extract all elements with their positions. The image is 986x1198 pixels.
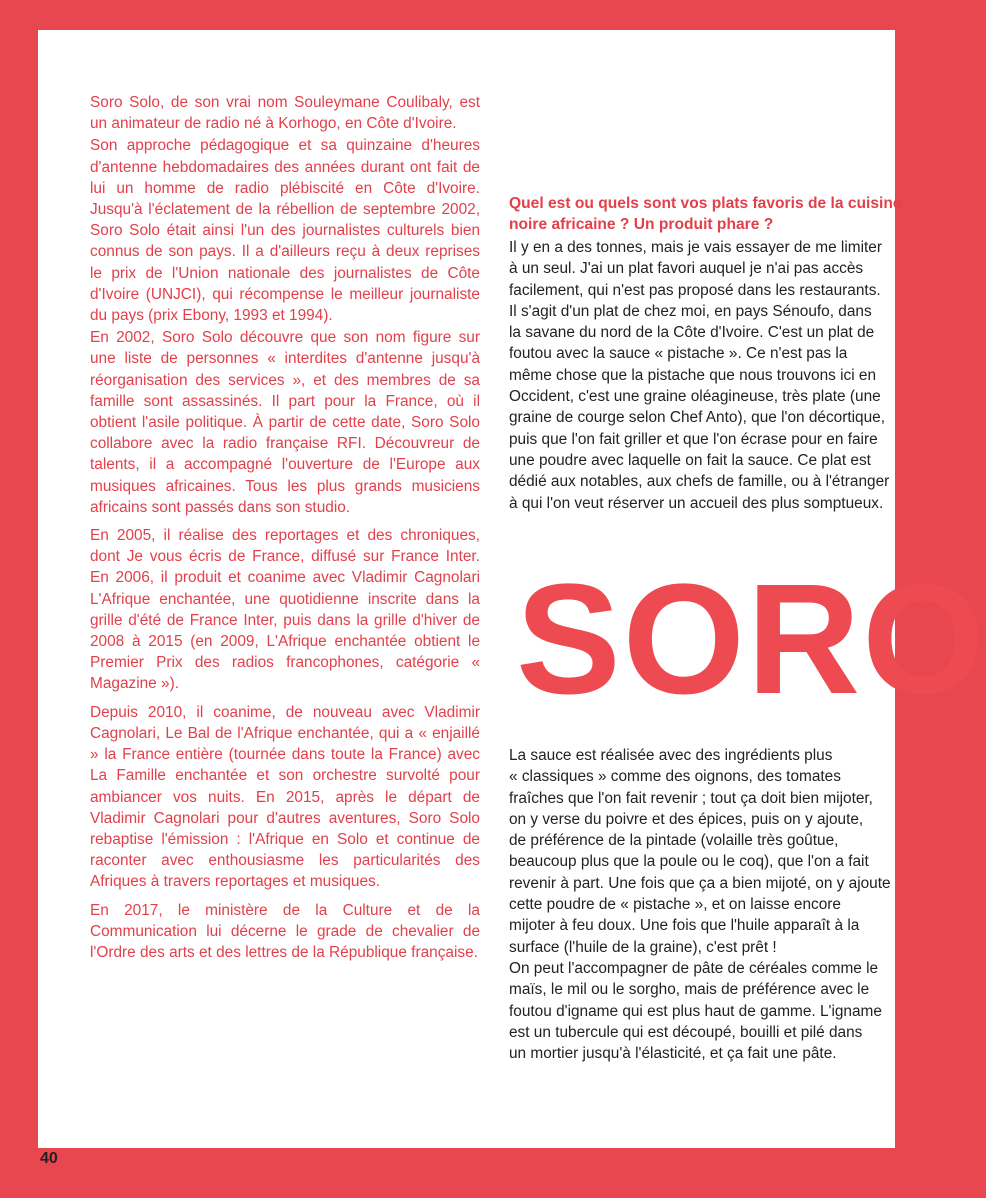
bio-paragraph-1: Soro Solo, de son vrai nom Souleymane Coulibaly, est un animateur de radio né à Korhogo, en Côte d'Ivoire.: [90, 94, 480, 133]
answer-line: beaucoup plus que la poule ou le coq), que l'on a fait: [509, 853, 869, 871]
answer-line: on y verse du poivre et des épices, puis on y ajoute,: [509, 810, 864, 828]
question-line: Quel est ou quels sont vos plats favoris de la cuisine: [509, 195, 902, 212]
big-name-heading: SORO: [516, 552, 986, 727]
answer-line: un mortier jusqu'à l'élasticité, et ça fait une pâte.: [509, 1045, 837, 1063]
answer-line: On peut l'accompagner de pâte de céréales comme le: [509, 959, 879, 977]
question-line: noire africaine ? Un produit phare ?: [509, 216, 774, 233]
answer-line: foutou d'igname qui est plus haut de gamme. L'igname: [509, 1002, 882, 1020]
answer-line: Il y en a des tonnes, mais je vais essayer de me limiter: [509, 239, 882, 256]
answer-line: de préférence de la pintade (volaille très goûtue,: [509, 832, 839, 850]
page-number: 40: [40, 1150, 58, 1167]
answer-line: facilement, qui n'est pas proposé dans les restaurants.: [509, 281, 881, 299]
answer-line: « classiques » comme des oignons, des tomates: [509, 768, 841, 786]
bio-paragraph-2: Son approche pédagogique et sa quinzaine d'heures d'antenne hebdomadaires des années durant ont fait de lui un homme de radio plébiscité en Côte d'Ivoire. Jusqu'à l'éclatement de la rébellion de septembre 2002, Soro Solo était ainsi l'un des journalistes culturels bien connus de son pays. Il a d'ailleurs reçu à deux reprises le prix de l'Union nationale des journalistes de Côte d'Ivoire (UNJCI), qui récompense le meilleur journaliste du pays (prix Ebony, 1993 et 1994).: [90, 137, 480, 325]
answer-line: une poudre avec laquelle on fait la sauce. Ce plat est: [509, 451, 871, 469]
answer-line: Occident, c'est une graine oléagineuse, très plate (une: [509, 388, 881, 406]
bio-paragraph-5: Depuis 2010, il coanime, de nouveau avec Vladimir Cagnolari, Le Bal de l'Afrique enchantée, qui a « enjaillé » la France entière (tournée dans toute la France) avec La Famille enchantée et son orchestre survolté pour ambiancer vos nuits. En 2015, après le départ de Vladimir Cagnolari pour d'autres aventures, Soro Solo rebaptise l'émission : l'Afrique en Solo et continue de raconter avec enthousiasme les particularités des Afriques à travers reportages et musiques.: [90, 703, 480, 891]
answer-line: surface (l'huile de la graine), c'est prêt !: [509, 938, 777, 956]
bio-paragraph-4: En 2005, il réalise des reportages et des chroniques, dont Je vous écris de France, diffusé sur France Inter. En 2006, il produit et coanime avec Vladimir Cagnolari L'Afrique enchantée, une quotidienne inscrite dans la grille d'été de France Inter, puis dans la grille d'hiver de 2008 à 2015 (en 2009, L'Afrique enchantée obtient le Premier Prix des radios francophones, catégorie « Magazine »).: [90, 527, 480, 693]
answer-line: La sauce est réalisée avec des ingrédients plus: [509, 747, 833, 764]
interview-question: [509, 193, 929, 235]
answer-line: dédié aux notables, aux chefs de famille, ou à l'étranger: [509, 473, 890, 491]
answer-line: puis que l'on fait griller et que l'on écrase pour en faire: [509, 430, 878, 448]
answer-line: fraîches que l'on fait revenir ; tout ça doit bien mijoter,: [509, 789, 873, 807]
answer-line: revenir à part. Une fois que ça a bien mijoté, on y ajoute: [509, 874, 891, 892]
bio-paragraph-3: En 2002, Soro Solo découvre que son nom figure sur une liste de personnes « interdites d'antenne jusqu'à réorganisation des services », et des membres de sa famille sont assassinés. Il part pour la France, où il obtient l'asile politique. À partir de cette date, Soro Solo collabore avec la radio française RFI. Découvreur de talents, il a accompagné l'ouverture de l'Europe aux musiques africaines. Tous les plus grands musiciens africains sont passés dans son studio.: [90, 329, 480, 516]
answer-line: à un seul. J'ai un plat favori auquel je n'ai pas accès: [509, 260, 864, 278]
answer-line: maïs, le mil ou le sorgho, mais de préférence avec le: [509, 981, 870, 999]
answer-line: à qui l'on veut réserver un accueil des plus somptueux.: [509, 494, 884, 512]
magazine-page: [38, 30, 986, 1148]
answer-line: la savane du nord de la Côte d'Ivoire. C'est un plat de: [509, 324, 875, 342]
answer-line: même chose que la pistache que nous trouvons ici en: [509, 366, 877, 384]
interview-column-top: [509, 193, 929, 514]
answer-line: mijoter à feu doux. Une fois que l'huile apparaît à la: [509, 917, 860, 935]
biography-column: [90, 92, 480, 970]
answer-line: graine de courge selon Chef Anto), que l'on décortique,: [509, 409, 885, 427]
interview-column-bottom: [509, 745, 929, 1064]
bio-paragraph-6: En 2017, le ministère de la Culture et de la Communication lui décerne le grade de chevalier de l'Ordre des arts et des lettres de la République française.: [90, 901, 480, 961]
answer-line: cette poudre de « pistache », et on laisse encore: [509, 896, 841, 914]
answer-line: Il s'agit d'un plat de chez moi, en pays Sénoufo, dans: [509, 302, 872, 320]
answer-line: est un tubercule qui est découpé, bouilli et pilé dans: [509, 1023, 863, 1041]
answer-line: foutou avec la sauce « pistache ». Ce n'est pas la: [509, 345, 848, 363]
